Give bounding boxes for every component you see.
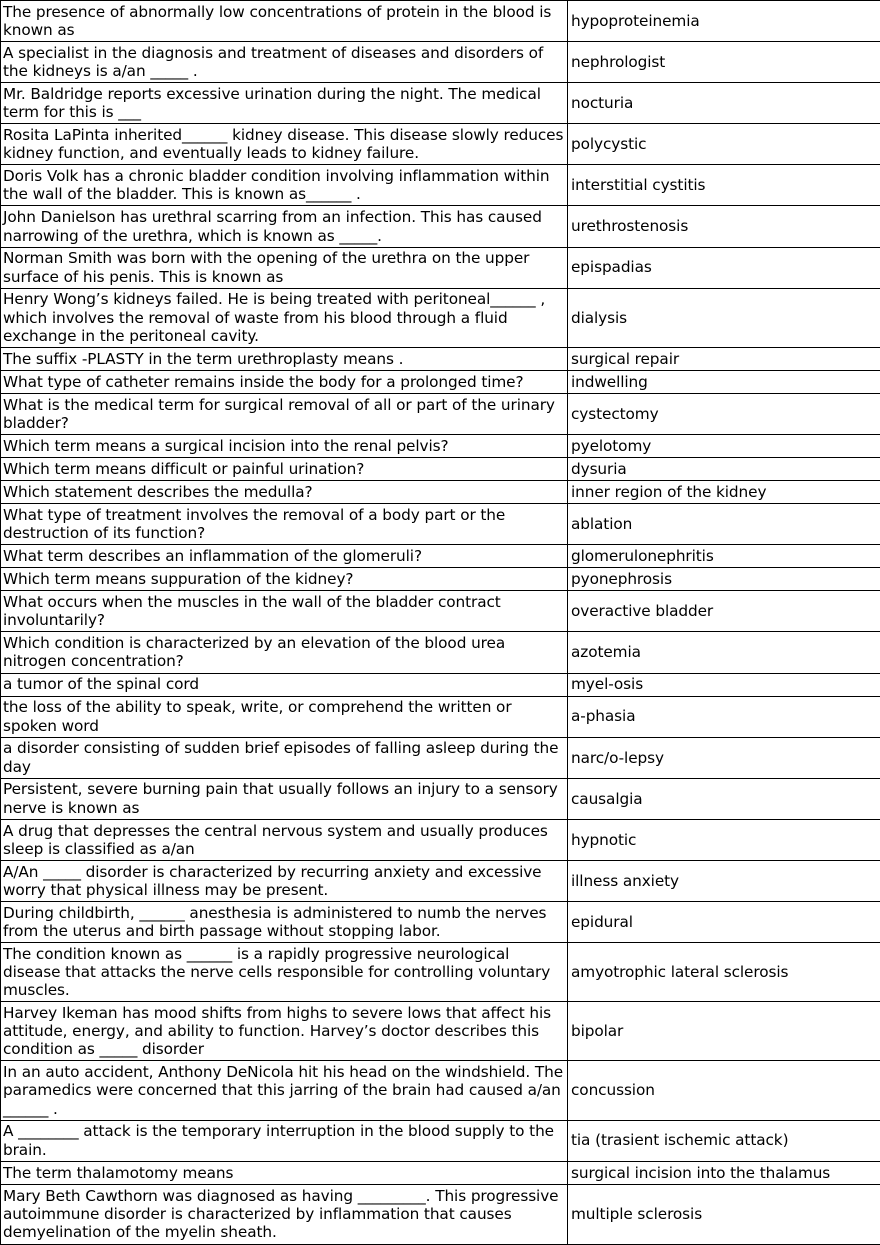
question-cell: Henry Wong’s kidneys failed. He is being treated with peritoneal______ , which involves the removal of waste from his blood through a fluid exchange in the peritoneal cavity. bbox=[1, 288, 568, 347]
question-cell: A/An _____ disorder is characterized by recurring anxiety and excessive worry that physical illness may be present. bbox=[1, 860, 568, 901]
question-cell: A drug that depresses the central nervous system and usually produces sleep is classified as a/an bbox=[1, 819, 568, 860]
question-cell: Which term means suppuration of the kidney? bbox=[1, 568, 568, 591]
table-row bbox=[1, 124, 880, 165]
answer-cell: pyelotomy bbox=[568, 434, 880, 457]
answer-cell: inner region of the kidney bbox=[568, 481, 880, 504]
answer-cell: polycystic bbox=[568, 124, 880, 165]
answer-cell: glomerulonephritis bbox=[568, 545, 880, 568]
table-row bbox=[1, 591, 880, 632]
table-row bbox=[1, 247, 880, 288]
answer-cell: narc/o-lepsy bbox=[568, 737, 880, 778]
answer-cell: multiple sclerosis bbox=[568, 1184, 880, 1244]
answer-cell: hypnotic bbox=[568, 819, 880, 860]
question-cell: the loss of the ability to speak, write, or comprehend the written or spoken word bbox=[1, 696, 568, 737]
answer-cell: surgical repair bbox=[568, 347, 880, 370]
table-row bbox=[1, 481, 880, 504]
table-row bbox=[1, 434, 880, 457]
table-row bbox=[1, 165, 880, 206]
question-cell: The condition known as ______ is a rapidly progressive neurological disease that attacks the nerve cells responsible for controlling voluntary muscles. bbox=[1, 943, 568, 1002]
table-row bbox=[1, 1061, 880, 1120]
question-cell: Which condition is characterized by an elevation of the blood urea nitrogen concentration? bbox=[1, 632, 568, 673]
answer-cell: dysuria bbox=[568, 458, 880, 481]
table-row bbox=[1, 83, 880, 124]
question-cell: a disorder consisting of sudden brief episodes of falling asleep during the day bbox=[1, 737, 568, 778]
answer-cell: nocturia bbox=[568, 83, 880, 124]
answer-cell: indwelling bbox=[568, 370, 880, 393]
flashcard-rows bbox=[1, 1, 880, 1245]
table-row bbox=[1, 393, 880, 434]
answer-cell: concussion bbox=[568, 1061, 880, 1120]
table-row bbox=[1, 696, 880, 737]
answer-cell: surgical incision into the thalamus bbox=[568, 1161, 880, 1184]
answer-cell: tia (trasient ischemic attack) bbox=[568, 1120, 880, 1161]
question-cell: The presence of abnormally low concentrations of protein in the blood is known as bbox=[1, 1, 568, 42]
table-row bbox=[1, 860, 880, 901]
answer-cell: azotemia bbox=[568, 632, 880, 673]
question-cell: What type of treatment involves the removal of a body part or the destruction of its function? bbox=[1, 504, 568, 545]
table-row bbox=[1, 778, 880, 819]
question-cell: A specialist in the diagnosis and treatment of diseases and disorders of the kidneys is a/an _____ . bbox=[1, 42, 568, 83]
table-row bbox=[1, 1184, 880, 1244]
table-row bbox=[1, 545, 880, 568]
question-cell: Persistent, severe burning pain that usually follows an injury to a sensory nerve is known as bbox=[1, 778, 568, 819]
table-row bbox=[1, 1161, 880, 1184]
answer-cell: amyotrophic lateral sclerosis bbox=[568, 943, 880, 1002]
question-cell: Harvey Ikeman has mood shifts from highs to severe lows that affect his attitude, energy, and ability to function. Harvey’s doctor describes this condition as _____ disorder bbox=[1, 1002, 568, 1061]
table-row bbox=[1, 632, 880, 673]
question-cell: John Danielson has urethral scarring from an infection. This has caused narrowing of the urethra, which is known as _____. bbox=[1, 206, 568, 247]
question-cell: Which statement describes the medulla? bbox=[1, 481, 568, 504]
answer-cell: interstitial cystitis bbox=[568, 165, 880, 206]
question-cell: During childbirth, ______ anesthesia is administered to numb the nerves from the uterus and birth passage without stopping labor. bbox=[1, 902, 568, 943]
answer-cell: epispadias bbox=[568, 247, 880, 288]
table-row bbox=[1, 673, 880, 696]
question-cell: What occurs when the muscles in the wall of the bladder contract involuntarily? bbox=[1, 591, 568, 632]
table-row bbox=[1, 370, 880, 393]
question-cell: a tumor of the spinal cord bbox=[1, 673, 568, 696]
answer-cell: hypoproteinemia bbox=[568, 1, 880, 42]
table-row bbox=[1, 347, 880, 370]
question-cell: Which term means a surgical incision into the renal pelvis? bbox=[1, 434, 568, 457]
question-cell: The suffix -PLASTY in the term urethroplasty means . bbox=[1, 347, 568, 370]
answer-cell: bipolar bbox=[568, 1002, 880, 1061]
question-cell: In an auto accident, Anthony DeNicola hit his head on the windshield. The paramedics were concerned that this jarring of the brain had caused a/an ______ . bbox=[1, 1061, 568, 1120]
answer-cell: urethrostenosis bbox=[568, 206, 880, 247]
question-cell: The term thalamotomy means bbox=[1, 1161, 568, 1184]
table-row bbox=[1, 288, 880, 347]
table-row bbox=[1, 568, 880, 591]
table-row bbox=[1, 206, 880, 247]
question-cell: What type of catheter remains inside the body for a prolonged time? bbox=[1, 370, 568, 393]
table-row bbox=[1, 1, 880, 42]
table-row bbox=[1, 737, 880, 778]
answer-cell: causalgia bbox=[568, 778, 880, 819]
answer-cell: pyonephrosis bbox=[568, 568, 880, 591]
answer-cell: a-phasia bbox=[568, 696, 880, 737]
table-row bbox=[1, 458, 880, 481]
answer-cell: ablation bbox=[568, 504, 880, 545]
table-row bbox=[1, 902, 880, 943]
question-cell: What term describes an inflammation of the glomeruli? bbox=[1, 545, 568, 568]
table-row bbox=[1, 504, 880, 545]
question-cell: Which term means difficult or painful urination? bbox=[1, 458, 568, 481]
table-row bbox=[1, 819, 880, 860]
answer-cell: overactive bladder bbox=[568, 591, 880, 632]
answer-cell: cystectomy bbox=[568, 393, 880, 434]
table-row bbox=[1, 943, 880, 1002]
question-cell: A ________ attack is the temporary interruption in the blood supply to the brain. bbox=[1, 1120, 568, 1161]
question-cell: Mary Beth Cawthorn was diagnosed as having _________. This progressive autoimmune disorder is characterized by inflammation that causes demyelination of the myelin sheath. bbox=[1, 1184, 568, 1244]
answer-cell: dialysis bbox=[568, 288, 880, 347]
table-row bbox=[1, 1120, 880, 1161]
answer-cell: nephrologist bbox=[568, 42, 880, 83]
question-cell: Norman Smith was born with the opening of the urethra on the upper surface of his penis. This is known as bbox=[1, 247, 568, 288]
answer-cell: epidural bbox=[568, 902, 880, 943]
answer-cell: illness anxiety bbox=[568, 860, 880, 901]
answer-cell: myel-osis bbox=[568, 673, 880, 696]
question-cell: Mr. Baldridge reports excessive urination during the night. The medical term for this is ___ bbox=[1, 83, 568, 124]
question-cell: Doris Volk has a chronic bladder condition involving inflammation within the wall of the bladder. This is known as______ . bbox=[1, 165, 568, 206]
table-row bbox=[1, 42, 880, 83]
question-cell: What is the medical term for surgical removal of all or part of the urinary bladder? bbox=[1, 393, 568, 434]
table-row bbox=[1, 1002, 880, 1061]
question-cell: Rosita LaPinta inherited______ kidney disease. This disease slowly reduces kidney function, and eventually leads to kidney failure. bbox=[1, 124, 568, 165]
